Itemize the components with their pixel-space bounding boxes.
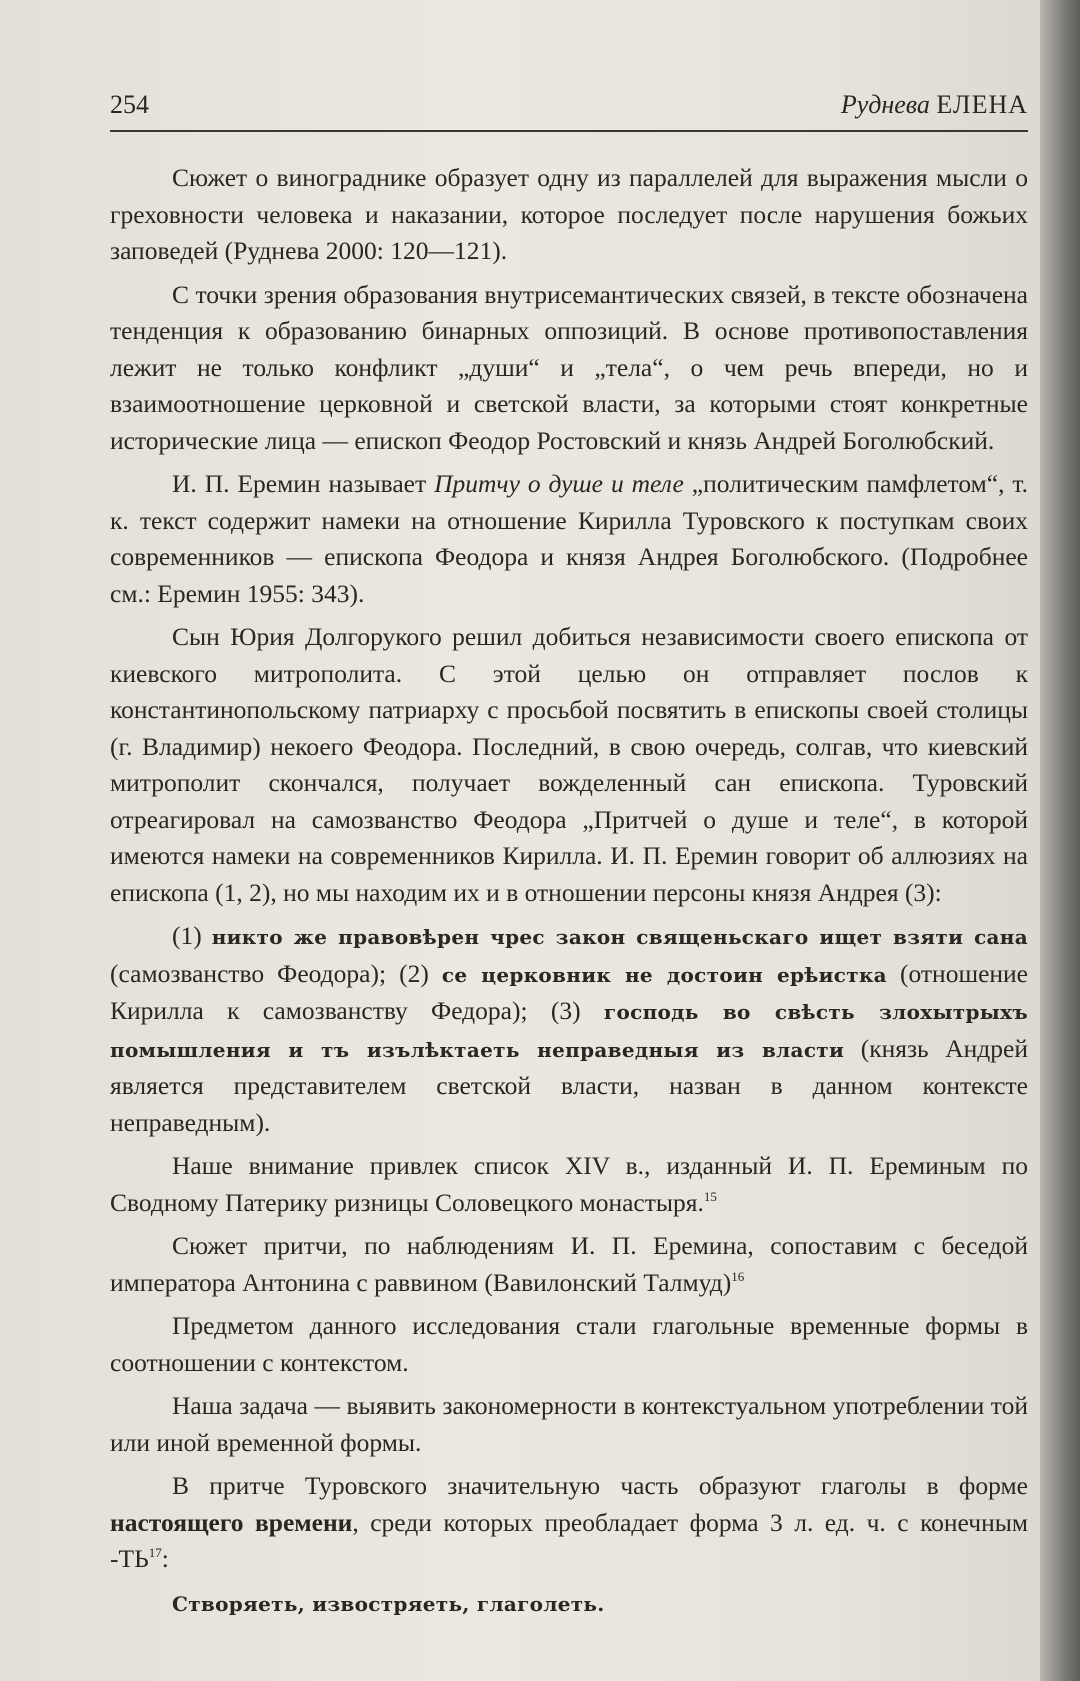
paragraph-1: Сюжет о винограднике образует одну из параллелей для выражения мысли о греховности человека и наказании, которое последует после нарушения божьих заповедей (Руднева 2000: 120—121). <box>110 163 1028 265</box>
verb-examples <box>110 1585 1028 1623</box>
old-slavonic-quote-3: господь во свѣсть злохытрыхъ помышления и тъ изълѣктаеть неправедныя из власти <box>110 1000 1028 1062</box>
paragraph-3 <box>110 466 1028 612</box>
p5-text: Наше внимание привлек список XIV в., изданный И. П. Ереминым по Сводному Патерику ризницы Соловецкого монастыря. <box>110 1151 1028 1217</box>
p9-text-c: : <box>161 1544 169 1573</box>
quote-comment-2: (отношение Кирилла к самозванству Федора); (3) <box>110 958 1029 1025</box>
paragraph-5 <box>110 1148 1028 1221</box>
p9-text-b: , среди которых преобладает форма 3 л. ед. ч. с конечным -ТЬ <box>110 1507 1028 1573</box>
paragraph-9 <box>110 1468 1028 1578</box>
running-head-author <box>841 90 1028 120</box>
page-number: 254 <box>110 90 149 119</box>
quote-comment-3: (князь Андрей является представителем светской власти, назван в данном контексте неправедным). <box>110 1033 1028 1137</box>
author-last-name: ЕЛЕНА <box>936 90 1028 119</box>
paragraph-8: Наша задача — выявить закономерности в контекстуальном употреблении той или иной временной формы. <box>110 1391 1028 1457</box>
p6-text: Сюжет притчи, по наблюдениям И. П. Еремина, сопоставим с беседой императора Антонина с раввином (Вавилонский Талмуд) <box>110 1231 1028 1297</box>
author-first-name: Руднева <box>840 90 930 119</box>
paragraph-2: С точки зрения образования внутрисемантических связей, в тексте обозначена тенденция к образованию бинарных оппозиций. В основе противопоставления лежит не только конфликт „души“ и „тела“, о чем речь впереди, но и взаимоотношение церковной и светской власти, за которыми стоят конкретные исторические лица — епископ Феодор Ростовский и князь Андрей Боголюбский. <box>110 279 1028 455</box>
footnote-ref-15[interactable]: 15 <box>703 1188 717 1204</box>
quotation-block <box>110 918 1028 1141</box>
p3-text-b: „политическим памфлетом“, т. к. текст содержит намеки на отношение Кирилла Туровского к поступкам своих современников — епископа Феодора и князя Андрея Боголюбского. (Подробнее см.: Еремин 1955: 343). <box>110 469 1028 608</box>
term-present-tense: настоящего времени <box>110 1507 353 1537</box>
p3-text-a: И. П. Еремин называет <box>172 469 435 498</box>
footnote-ref-17[interactable]: 17 <box>148 1545 162 1560</box>
work-title: Притчу о душе и теле <box>434 469 684 498</box>
footnote-ref-16[interactable]: 16 <box>731 1268 745 1284</box>
old-slavonic-quote-2: се церковник не достоин ерѣистка <box>441 962 887 987</box>
running-header <box>110 90 1028 132</box>
p9-text-a: В притче Туровского значительную часть образуют глаголы в форме <box>172 1471 1028 1500</box>
paragraph-6 <box>110 1228 1028 1301</box>
old-slavonic-example: Створяеть, извостряеть, глаголеть. <box>172 1591 605 1616</box>
quote-comment-1: (самозванство Феодора); (2) <box>110 958 442 988</box>
page-edge-shadow <box>1040 0 1080 1681</box>
paragraph-7: Предметом данного исследования стали глагольные временные формы в соотношении с контекстом. <box>110 1311 1028 1377</box>
paragraph-4: Сын Юрия Долгорукого решил добиться независимости своего епископа от киевского митрополита. С этой целью он отправляет послов к константинопольскому патриарху с просьбой посвятить в епископы своей столицы (г. Владимир) некоего Феодора. Последний, в свою очередь, солгав, что киевский митрополит скончался, получает вожделенный сан епископа. Туровский отреагировал на самозванство Феодора „Притчей о душе и теле“, в которой имеются намеки на современников Кирилла. И. П. Еремин говорит об аллюзиях на епископа (1, 2), но мы находим их и в отношении персоны князя Андрея (3): <box>110 622 1028 907</box>
body-text <box>110 160 1028 1629</box>
quote-num-1: (1) <box>172 921 212 950</box>
old-slavonic-quote-1: никто же правовѣрен чрес закон священьскаго ищет взяти сана <box>211 925 1029 949</box>
